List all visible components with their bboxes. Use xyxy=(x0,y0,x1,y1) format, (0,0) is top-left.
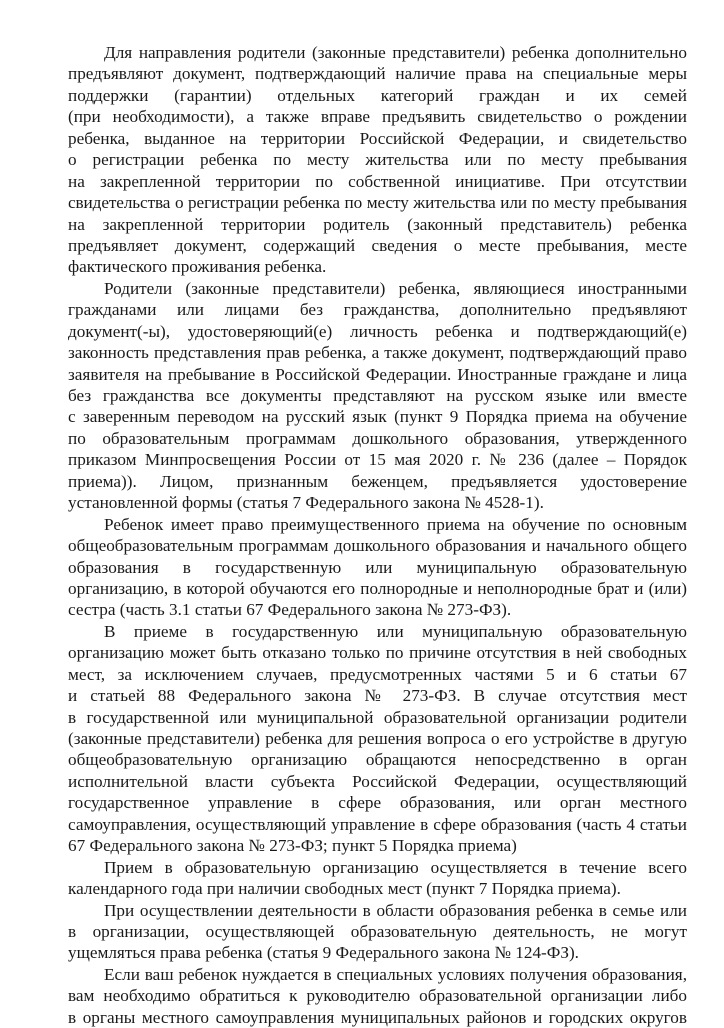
text-line: исполнительной власти субъекта Российской Федерации, осуществляющий xyxy=(68,771,687,791)
text-line: поддержки (гарантии) отдельных категорий граждан и их семей xyxy=(68,85,687,105)
text-line: общеобразовательным программам дошкольного образования и начального общего xyxy=(68,536,687,556)
text-line: мест, за исключением случаев, предусмотренных частями 5 и 6 статьи 67 xyxy=(68,664,687,684)
text-line: установленной формы (статья 7 Федерального закона № 4528-1). xyxy=(68,493,544,513)
text-line: (при необходимости), а также вправе предъявить свидетельство о рождении xyxy=(68,107,687,127)
text-line: государственное управление в сфере образования, или орган местного xyxy=(68,793,687,813)
text-line: законность представления прав ребенка, а также документ, подтверждающий право xyxy=(68,343,687,363)
text-line: организацию, в которой обучаются его полнородные и неполнородные брат и (или) xyxy=(68,578,687,598)
text-line: Если ваш ребенок нуждается в специальных условиях получения образования, xyxy=(104,964,687,984)
text-line: на закрепленной территории по собственной инициативе. При отсутствии xyxy=(68,171,687,191)
text-line: Для направления родители (законные представители) ребенка дополнительно xyxy=(104,43,687,62)
paragraph xyxy=(68,42,687,278)
text-line: документ(-ы), удостоверяющий(е) личность ребенка и подтверждающий(е) xyxy=(68,321,687,341)
text-line: заявителя на пребывание в Российской Федерации. Иностранные граждане и лица xyxy=(68,364,687,384)
text-line: ребенка, выданное на территории Российской Федерации, и свидетельство xyxy=(68,128,687,148)
text-line: сестра (часть 3.1 статьи 67 Федерального закона № 273-ФЗ). xyxy=(68,600,512,620)
text-line: Родители (законные представители) ребенка, являющиеся иностранными xyxy=(104,278,687,298)
text-line: приказом Минпросвещения России от 15 мая 2020 г. № 236 (далее – Порядок xyxy=(68,450,687,470)
text-line: по образовательным программам дошкольного образования, утвержденного xyxy=(68,428,687,448)
paragraph xyxy=(68,621,687,857)
paragraph xyxy=(68,964,687,1028)
paragraph xyxy=(68,900,687,964)
text-line: без гражданства все документы представляют на русском языке или вместе xyxy=(68,386,687,405)
paragraph xyxy=(68,857,687,900)
text-line: о регистрации ребенка по месту жительства или по месту пребывания xyxy=(68,150,687,170)
text-line: приема)). Лицом, признанным беженцем, предъявляется удостоверение xyxy=(68,471,687,491)
text-line: ущемляться права ребенка (статья 9 Федерального закона № 124-ФЗ). xyxy=(68,943,579,963)
text-line: общеобразовательную организацию обращаются непосредственно в орган xyxy=(68,750,687,770)
text-line: Прием в образовательную организацию осуществляется в течение всего xyxy=(104,857,687,877)
text-line: При осуществлении деятельности в области образования ребенка в семье или xyxy=(104,900,687,920)
text-line: образования в государственную или муниципальную образовательную xyxy=(68,557,687,577)
text-line: в организации, осуществляющей образовательную деятельность, не могут xyxy=(68,921,687,941)
paragraph xyxy=(68,514,687,621)
text-line: фактического проживания ребенка. xyxy=(68,257,327,277)
text-line: календарного года при наличии свободных мест (пункт 7 Порядка приема). xyxy=(68,879,621,899)
text-line: и статьей 88 Федерального закона № 273-ФЗ. В случае отсутствия мест xyxy=(68,686,687,706)
text-line: 67 Федерального закона № 273-ФЗ; пункт 5 Порядка приема) xyxy=(68,836,517,856)
text-line: В приеме в государственную или муниципальную образовательную xyxy=(104,621,687,641)
text-line: Ребенок имеет право преимущественного приема на обучение по основным xyxy=(104,514,687,534)
text-line: на закрепленной территории родитель (законный представитель) ребенка xyxy=(68,214,687,234)
text-line: предъявляет документ, содержащий сведения о месте пребывания, месте xyxy=(68,235,687,255)
text-line: самоуправления, осуществляющий управление в сфере образования (часть 4 статьи xyxy=(68,814,687,834)
paragraph xyxy=(68,278,687,514)
text-line: свидетельства о регистрации ребенка по месту жительства или по месту пребывания xyxy=(68,193,687,213)
text-line: вам необходимо обратиться к руководителю образовательной организации либо xyxy=(68,986,687,1006)
text-line: (законные представители) ребенка для решения вопроса о его устройстве в другую xyxy=(68,729,687,748)
text-line: гражданами или лицами без гражданства, дополнительно предъявляют xyxy=(68,300,687,320)
text-line: в государственной или муниципальной образовательной организации родители xyxy=(68,707,687,727)
text-line: предъявляют документ, подтверждающий наличие права на специальные меры xyxy=(68,64,687,84)
document-page xyxy=(68,42,687,1028)
text-line: организацию может быть отказано только по причине отсутствия в ней свободных xyxy=(68,643,687,663)
text-line: в органы местного самоуправления муниципальных районов и городских округов xyxy=(68,1007,687,1027)
text-line: с заверенным переводом на русский язык (пункт 9 Порядка приема на обучение xyxy=(68,407,687,427)
